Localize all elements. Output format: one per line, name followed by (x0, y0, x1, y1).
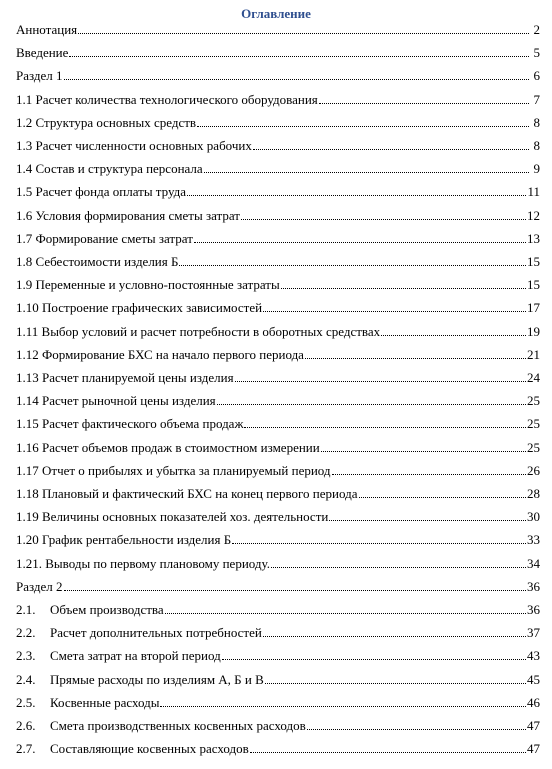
toc-entry-page-number: 6 (533, 68, 540, 84)
toc-entry-page-number: 25 (527, 439, 540, 455)
toc-entry-page-number: 5 (533, 45, 540, 61)
toc-entry-label: Раздел 2 (16, 578, 63, 594)
toc-entry[interactable] (16, 183, 540, 199)
toc-entry-number: 2.7. (16, 741, 36, 757)
toc-entry[interactable] (16, 137, 540, 153)
toc-entry[interactable] (16, 717, 540, 733)
toc-entry[interactable] (16, 392, 540, 408)
dot-leader (78, 33, 529, 34)
toc-entry[interactable] (16, 276, 540, 292)
toc-entry-number: 2.4. (16, 671, 36, 687)
toc-entry[interactable] (16, 160, 540, 176)
toc-entry-page-number: 7 (533, 91, 540, 107)
toc-entry[interactable] (16, 67, 540, 83)
toc-entry-page-number: 30 (527, 509, 540, 525)
toc-entry-page-number: 36 (527, 578, 540, 594)
toc-entry-page-number: 17 (527, 300, 540, 316)
toc-entry-label: Смета производственных косвенных расходов (50, 718, 306, 733)
toc-entry-label: Введение (16, 45, 69, 61)
toc-entry-label: 1.16 Расчет объемов продаж в стоимостном измерении (16, 439, 320, 455)
toc-entry[interactable] (16, 415, 540, 431)
toc-entry-label: Составляющие косвенных расходов (50, 741, 249, 757)
toc-entry[interactable] (16, 299, 540, 315)
toc-entry-label: 1.20 График рентабельности изделия Б (16, 532, 232, 548)
toc-entry[interactable] (16, 462, 540, 478)
dot-leader (263, 311, 526, 312)
toc-entry-label: 1.5 Расчет фонда оплаты труда (16, 184, 187, 200)
toc-entry-label: 1.6 Условия формирования сметы затрат (16, 207, 240, 223)
dot-leader (160, 706, 526, 707)
toc-entry-label: Расчет дополнительных потребностей (50, 625, 262, 641)
toc-entry-label: Смета затрат на второй период (50, 648, 221, 664)
dot-leader (69, 56, 529, 57)
dot-leader (359, 497, 527, 498)
toc-entry-label: 1.8 Себестоимости изделия Б (16, 254, 179, 269)
toc-entry-label: 1.19 Величины основных показателей хоз. деятельности (16, 509, 329, 525)
toc-entry-label: 1.18 Плановый и фактический БХС на конец первого периода (16, 486, 358, 501)
toc-entry-page-number: 21 (527, 346, 540, 362)
toc-entry-label: 1.15 Расчет фактического объема продаж (16, 416, 244, 432)
toc-entry-label: 1.3 Расчет численности основных рабочих (16, 138, 252, 153)
toc-entry-label: Раздел 1 (16, 68, 63, 84)
toc-entry-page-number: 34 (527, 555, 540, 571)
dot-leader (194, 242, 526, 243)
toc-entry[interactable] (16, 508, 540, 524)
toc-entry-number: 2.2. (16, 625, 36, 641)
dot-leader (250, 752, 526, 753)
toc-entry-number: 2.6. (16, 718, 36, 733)
toc-entry-label: 1.11 Выбор условий и расчет потребности в оборотных средствах (16, 323, 381, 339)
toc-entry-page-number: 25 (527, 393, 540, 409)
toc-entry[interactable] (16, 531, 540, 547)
toc-entry-label: 1.4 Состав и структура персонала (16, 161, 203, 177)
toc-entry-label: 1.14 Расчет рыночной цены изделия (16, 393, 216, 409)
toc-entry-label: Прямые расходы по изделиям А, Б и В (50, 671, 264, 687)
toc-entry-label: 1.1 Расчет количества технологического оборудования (16, 91, 318, 107)
dot-leader (244, 427, 526, 428)
toc-entry[interactable] (16, 323, 540, 339)
toc-entry[interactable] (16, 578, 540, 594)
toc-entry-label: 1.10 Построение графических зависимостей (16, 300, 263, 316)
dot-leader (232, 543, 526, 544)
toc-title: Оглавление (241, 6, 311, 21)
toc-entry-label: 1.13 Расчет планируемой цены изделия (16, 370, 234, 385)
toc-entry[interactable] (16, 207, 540, 223)
toc-entry[interactable] (16, 601, 540, 617)
toc-entry[interactable] (16, 740, 540, 756)
dot-leader (253, 149, 529, 150)
dot-leader (271, 567, 526, 568)
toc-entry-page-number: 33 (527, 532, 540, 548)
toc-entry-page-number: 8 (533, 114, 540, 130)
toc-entry-page-number: 45 (527, 671, 540, 687)
toc-entry[interactable] (16, 555, 540, 571)
dot-leader (263, 636, 526, 637)
toc-entry-page-number: 13 (527, 230, 540, 246)
toc-entry-page-number: 46 (527, 694, 540, 710)
toc-entry-page-number: 28 (527, 486, 540, 501)
toc-entry-page-number: 26 (527, 462, 540, 478)
toc-entry-page-number: 8 (533, 138, 540, 153)
toc-entry-page-number: 9 (533, 161, 540, 177)
toc-entry-page-number: 15 (527, 277, 540, 293)
toc-entry-label: 1.9 Переменные и условно-постоянные затраты (16, 277, 280, 293)
toc-entry-page-number: 47 (527, 741, 540, 757)
toc-entry-label: 1.2 Структура основных средств (16, 114, 197, 130)
toc-entry-label: 1.7 Формирование сметы затрат (16, 230, 193, 246)
toc-entry-page-number: 43 (527, 648, 540, 664)
toc-entry-page-number: 19 (527, 323, 540, 339)
dot-leader (235, 381, 526, 382)
dot-leader (281, 288, 526, 289)
toc-entry[interactable] (16, 91, 540, 107)
dot-leader (307, 729, 526, 730)
dot-leader (241, 219, 526, 220)
dot-leader (329, 520, 526, 521)
toc-entry[interactable] (16, 624, 540, 640)
toc-entry-page-number: 11 (527, 184, 540, 200)
toc-entry-label: 1.12 Формирование БХС на начало первого периода (16, 346, 304, 362)
dot-leader (265, 683, 526, 684)
dot-leader (217, 404, 526, 405)
toc-entry[interactable] (16, 21, 540, 37)
dot-leader (381, 335, 526, 336)
toc-entry-number: 2.1. (16, 602, 36, 617)
toc-entry-page-number: 2 (533, 22, 540, 37)
toc-entry-page-number: 36 (527, 602, 540, 617)
toc-entry-number: 2.3. (16, 648, 36, 664)
dot-leader (332, 474, 526, 475)
toc-entry[interactable] (16, 694, 540, 710)
dot-leader (197, 126, 529, 127)
dot-leader (204, 172, 529, 173)
toc-entry[interactable] (16, 230, 540, 246)
toc-entry[interactable] (16, 369, 540, 385)
toc-entry-page-number: 12 (527, 207, 540, 223)
toc-entry-page-number: 24 (527, 370, 540, 385)
toc-entry-number: 2.5. (16, 694, 36, 710)
toc-entry[interactable] (16, 647, 540, 663)
toc-entry[interactable] (16, 485, 540, 501)
toc-entry[interactable] (16, 44, 540, 60)
toc-entry[interactable] (16, 439, 540, 455)
toc-entry[interactable] (16, 253, 540, 269)
toc-entry-label: Объем производства (50, 602, 164, 617)
toc-entry-page-number: 37 (527, 625, 540, 641)
toc-entry-label: 1.17 Отчет о прибылях и убытка за планируемый период (16, 462, 331, 478)
dot-leader (165, 613, 526, 614)
toc-entry[interactable] (16, 346, 540, 362)
dot-leader (319, 103, 529, 104)
toc-entry-page-number: 25 (527, 416, 540, 432)
dot-leader (64, 590, 526, 591)
dot-leader (222, 659, 526, 660)
dot-leader (64, 79, 529, 80)
toc-entry-label: 1.21. Выводы по первому плановому периоду. (16, 555, 270, 571)
toc-entry-page-number: 15 (527, 254, 540, 269)
dot-leader (179, 265, 526, 266)
toc-entry-label: Аннотация (16, 22, 78, 37)
dot-leader (305, 358, 526, 359)
toc-entry-label: Косвенные расходы (50, 694, 160, 710)
dot-leader (187, 195, 526, 196)
toc-entry-page-number: 47 (527, 718, 540, 733)
toc-entry[interactable] (16, 671, 540, 687)
dot-leader (321, 451, 526, 452)
toc-entry[interactable] (16, 114, 540, 130)
